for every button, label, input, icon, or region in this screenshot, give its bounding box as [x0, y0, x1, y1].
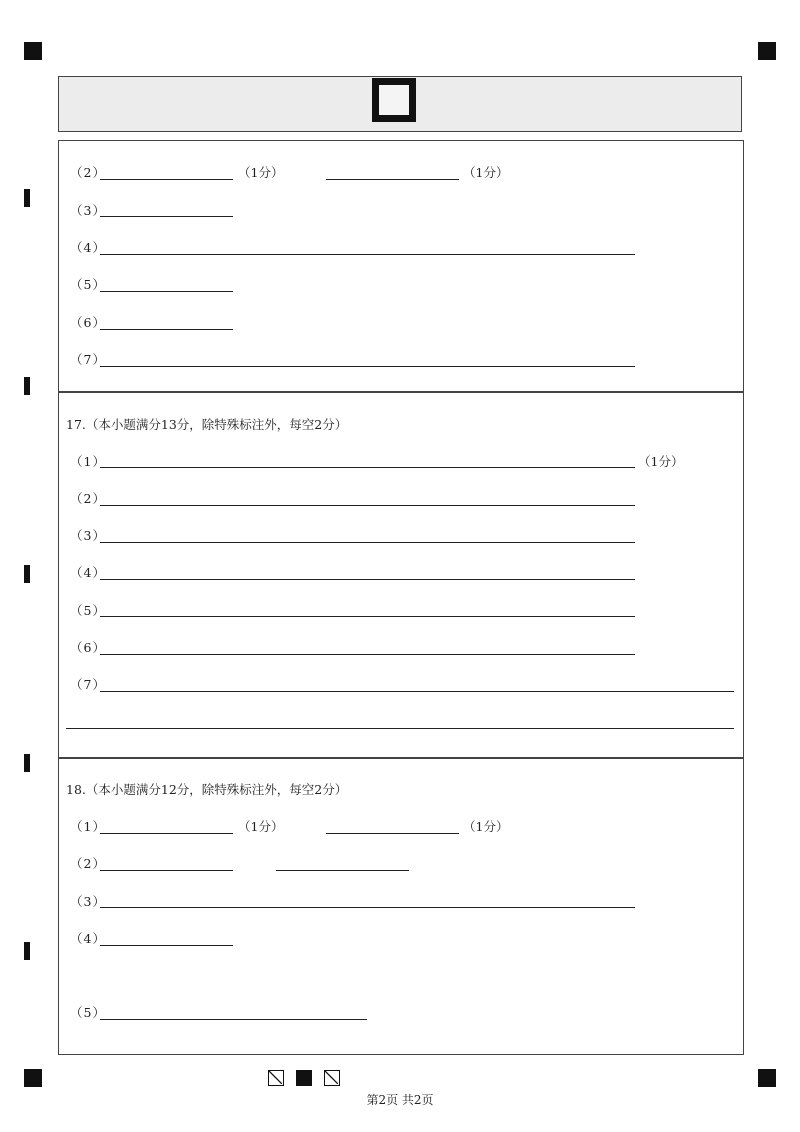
- answer-label: （2）: [70, 165, 106, 180]
- answer-line[interactable]: [100, 254, 635, 255]
- slash-box-icon: [268, 1070, 284, 1086]
- answer-line[interactable]: [100, 505, 635, 506]
- answer-line[interactable]: [100, 1019, 367, 1020]
- answer-line[interactable]: [100, 542, 635, 543]
- answer-label: （2）: [70, 856, 106, 871]
- registration-mark-bottom-left: [24, 1069, 42, 1087]
- answer-label: （1）: [70, 454, 106, 469]
- answer-label: （4）: [70, 931, 106, 946]
- answer-line[interactable]: [100, 366, 635, 367]
- answer-label: （3）: [70, 203, 106, 218]
- registration-mark-top-right: [758, 42, 776, 60]
- answer-label: （5）: [70, 277, 106, 292]
- answer-label: （7）: [70, 352, 106, 367]
- answer-section-17: [58, 392, 744, 758]
- answer-line[interactable]: [100, 616, 635, 617]
- answer-line[interactable]: [100, 216, 233, 217]
- slash-box-icon: [324, 1070, 340, 1086]
- header-square-mark: [372, 78, 416, 122]
- answer-label: （6）: [70, 640, 106, 655]
- points-note: （1分）: [638, 454, 684, 469]
- answer-line[interactable]: [326, 833, 459, 834]
- registration-mark-top-left: [24, 42, 42, 60]
- points-note: （1分）: [238, 819, 284, 834]
- answer-line[interactable]: [100, 654, 635, 655]
- section-title: 18.（本小题满分12分，除特殊标注外，每空2分）: [66, 782, 348, 797]
- answer-label: （5）: [70, 603, 106, 618]
- answer-label: （5）: [70, 1005, 106, 1020]
- answer-line[interactable]: [100, 329, 233, 330]
- registration-mark-bottom-right: [758, 1069, 776, 1087]
- answer-line[interactable]: [100, 945, 233, 946]
- answer-line[interactable]: [326, 179, 459, 180]
- answer-label: （4）: [70, 565, 106, 580]
- points-note: （1分）: [463, 165, 509, 180]
- answer-line[interactable]: [100, 833, 233, 834]
- answer-line[interactable]: [100, 291, 233, 292]
- answer-label: （2）: [70, 491, 106, 506]
- timing-mark: [24, 754, 30, 772]
- points-note: （1分）: [463, 819, 509, 834]
- answer-label: （3）: [70, 528, 106, 543]
- answer-line[interactable]: [100, 467, 635, 468]
- answer-label: （4）: [70, 240, 106, 255]
- answer-label: （6）: [70, 315, 106, 330]
- answer-line[interactable]: [276, 870, 409, 871]
- answer-line[interactable]: [100, 907, 635, 908]
- timing-mark: [24, 377, 30, 395]
- timing-mark: [24, 942, 30, 960]
- filled-square-icon: [296, 1070, 312, 1086]
- timing-mark: [24, 189, 30, 207]
- answer-line[interactable]: [100, 691, 734, 692]
- points-note: （1分）: [238, 165, 284, 180]
- timing-mark: [24, 565, 30, 583]
- answer-label: （1）: [70, 819, 106, 834]
- answer-line[interactable]: [66, 728, 734, 729]
- answer-label: （3）: [70, 894, 106, 909]
- page-number: 第2页 共2页: [366, 1093, 434, 1107]
- answer-line[interactable]: [100, 179, 233, 180]
- section-title: 17.（本小题满分13分，除特殊标注外，每空2分）: [66, 417, 348, 432]
- answer-line[interactable]: [100, 870, 233, 871]
- answer-line[interactable]: [100, 579, 635, 580]
- answer-section-16: [58, 140, 744, 392]
- answer-label: （7）: [70, 677, 106, 692]
